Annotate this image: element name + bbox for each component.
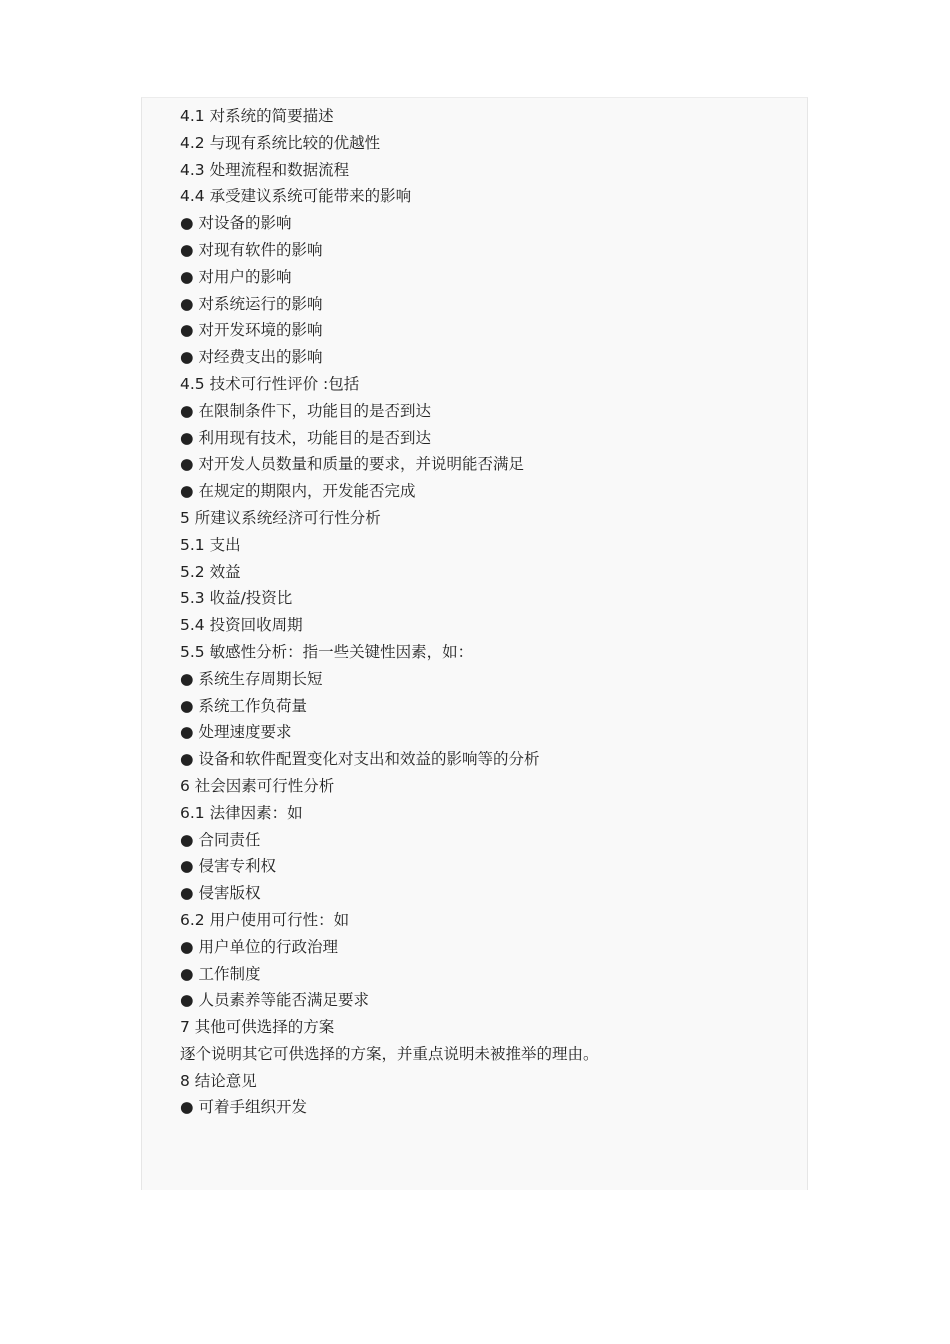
bullet-item: ● 对系统运行的影响: [180, 294, 323, 313]
bullet-item: ● 在限制条件下，功能目的是否到达: [180, 401, 431, 420]
bullet-item: ● 对开发人员数量和质量的要求，并说明能否满足: [180, 455, 524, 474]
section-heading: 5.4 投资回收周期: [180, 616, 303, 635]
section-heading: 7 其他可供选择的方案: [180, 1018, 335, 1037]
section-heading: 6.1 法律因素：如: [180, 803, 303, 822]
bullet-item: ● 工作制度: [180, 964, 261, 983]
bullet-item: ● 系统工作负荷量: [180, 696, 307, 715]
bullet-item: ● 设备和软件配置变化对支出和效益的影响等的分析: [180, 750, 540, 769]
bullet-item: ● 利用现有技术，功能目的是否到达: [180, 428, 431, 447]
section-heading: 4.1 对系统的简要描述: [180, 107, 334, 125]
section-heading: 6 社会因素可行性分析: [180, 776, 335, 795]
section-heading: 5.5 敏感性分析：指一些关键性因素，如：: [180, 642, 474, 661]
section-heading: 5 所建议系统经济可行性分析: [180, 508, 381, 527]
section-heading: 4.3 处理流程和数据流程: [180, 160, 350, 179]
section-heading: 5.3 收益/投资比: [180, 589, 293, 608]
bullet-item: ● 对经费支出的影响: [180, 348, 323, 367]
bullet-item: ● 对用户的影响: [180, 267, 292, 286]
bullet-item: ● 对设备的影响: [180, 214, 292, 233]
section-heading: 4.4 承受建议系统可能带来的影响: [180, 187, 412, 206]
section-heading: 8 结论意见: [180, 1071, 257, 1090]
section-heading: 5.1 支出: [180, 535, 241, 554]
section-heading: 4.5 技术可行性评价 :包括: [180, 374, 360, 393]
bullet-item: ● 对现有软件的影响: [180, 240, 323, 259]
bullet-item: ● 用户单位的行政治理: [180, 937, 338, 956]
section-heading: 4.2 与现有系统比较的优越性: [180, 133, 381, 152]
bullet-item: ● 对开发环境的影响: [180, 321, 323, 340]
bullet-item: ● 在规定的期限内，开发能否完成: [180, 482, 416, 501]
paragraph: 逐个说明其它可供选择的方案，并重点说明未被推举的理由。: [180, 1044, 599, 1063]
section-heading: 6.2 用户使用可行性：如: [180, 910, 350, 929]
bullet-item: ● 处理速度要求: [180, 723, 292, 742]
bullet-item: ● 侵害版权: [180, 884, 261, 903]
bullet-item: ● 合同责任: [180, 830, 261, 849]
section-heading: 5.2 效益: [180, 562, 241, 581]
bullet-item: ● 系统生存周期长短: [180, 669, 323, 688]
bullet-item: ● 人员素养等能否满足要求: [180, 991, 369, 1010]
document-body: [180, 103, 780, 1121]
bullet-item: ● 侵害专利权: [180, 857, 276, 876]
bullet-item: ● 可着手组织开发: [180, 1098, 307, 1117]
